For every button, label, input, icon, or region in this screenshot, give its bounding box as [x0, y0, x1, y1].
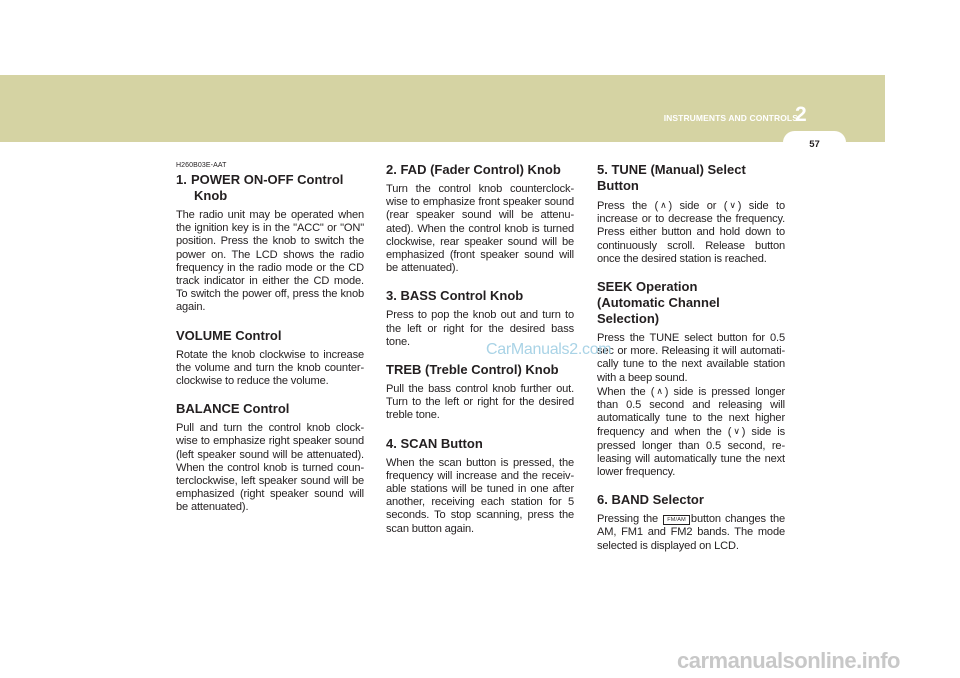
bass-text: Press to pop the knob out and turn to the left or right for the desired bass tone. — [386, 309, 574, 348]
band-text — [597, 513, 785, 553]
chapter-number: 2 — [795, 103, 807, 126]
volume-text: Rotate the knob clockwise to increase the volume and turn the knob counter-clockwise to reduce the volume. — [176, 348, 364, 388]
seek-text — [597, 332, 785, 479]
bass-heading: 3. BASS Control Knob — [386, 288, 524, 304]
volume-heading: VOLUME Control — [176, 327, 282, 343]
seek-text-c: ) side is pressed longer than 0.5 second and releasing will automatically tune to the next higher frequency and when the ( — [597, 385, 786, 439]
chevron-down-icon: ∨ — [729, 200, 736, 210]
power-heading-number: 1. — [176, 172, 187, 187]
seek-heading-line2: (Automatic Channel Selection) — [597, 295, 720, 327]
seek-text-d: ) side is pressed longer than 0.5 second, re-leasing will automatically tune the next lower frequency. — [597, 426, 785, 479]
fm-am-button-icon: FM/AM — [663, 515, 690, 525]
power-text: The radio unit may be operated when the ignition key is in the "ACC" or "ON" position. Press the knob to switch the power on. The LCD shows the radio frequency in the radio mode or the CD track indicator in either the CD mode. To switch the power off, press the knob again. — [176, 209, 364, 314]
chevron-up-icon: ∧ — [656, 385, 663, 396]
seek-heading — [597, 279, 785, 327]
column-1 — [176, 162, 364, 515]
page-number-tab — [783, 131, 846, 154]
page-number: 57 — [809, 139, 820, 150]
section-code: H260B03E-AAT — [176, 162, 227, 169]
band-heading: 6. BAND Selector — [597, 492, 704, 508]
power-heading-line1: POWER ON-OFF Control — [191, 172, 344, 187]
tune-text-a: Press the ( — [597, 200, 659, 212]
tune-text — [597, 199, 785, 266]
treb-text: Pull the bass control knob further out. Turn to the left or right for the desired treble tone. — [386, 383, 574, 422]
seek-text-b: When the ( — [597, 385, 655, 398]
band-text-a: Pressing the — [597, 513, 659, 526]
seek-text-a: Press the TUNE select button for 0.5 sec or more. Releasing it will automati-cally tune to the next available station with a beep sound. — [597, 332, 785, 384]
scan-heading: 4. SCAN Button — [386, 435, 483, 451]
power-heading-line2: Knob — [194, 188, 228, 203]
power-heading — [176, 172, 364, 204]
scan-text: When the scan button is pressed, the frequency will increase and the receiv-able stations will be tuned in one after another, receiving each station for 5 seconds. To stop scanning, press the scan button again. — [386, 456, 574, 535]
balance-heading: BALANCE Control — [176, 401, 290, 417]
section-title: INSTRUMENTS AND CONTROLS — [663, 113, 798, 123]
watermark-carmanualsonline: carmanualsonline.info — [677, 648, 900, 673]
chevron-down-icon: ∨ — [733, 426, 740, 437]
seek-heading-line1: SEEK Operation — [597, 279, 698, 295]
chevron-up-icon: ∧ — [660, 200, 667, 210]
column-3 — [597, 162, 785, 553]
balance-text: Pull and turn the control knob clock-wise to emphasize right speaker sound (left speaker sound will be attenuated). When the control knob is turned coun-terclockwise, left speaker sound will be emphasized (right speaker sound will be attenuated). — [176, 422, 364, 514]
watermark-carmanuals2: CarManuals2.com — [486, 341, 612, 358]
band-text-b: button changes the AM, FM1 and FM2 bands. The mode selected is displayed on LCD. — [597, 513, 785, 552]
tune-heading: 5. TUNE (Manual) Select Button — [597, 162, 746, 193]
header-banner — [0, 75, 885, 142]
fad-heading: 2. FAD (Fader Control) Knob — [386, 162, 561, 177]
treb-heading: TREB (Treble Control) Knob — [386, 362, 559, 378]
tune-text-c: ) side to increase or to decrease the frequency. Press either button and hold down to continuously scroll. Release button once the desired station is reached. — [597, 200, 785, 265]
tune-text-b: ) side or ( — [668, 200, 728, 212]
fad-text: Turn the control knob counterclock-wise to emphasize front speaker sound (rear speaker sound will be attenu-ated). When the control knob is turned clockwise, rear speaker sound will be emphasized (front speaker sound will be attenuated). — [386, 183, 574, 275]
